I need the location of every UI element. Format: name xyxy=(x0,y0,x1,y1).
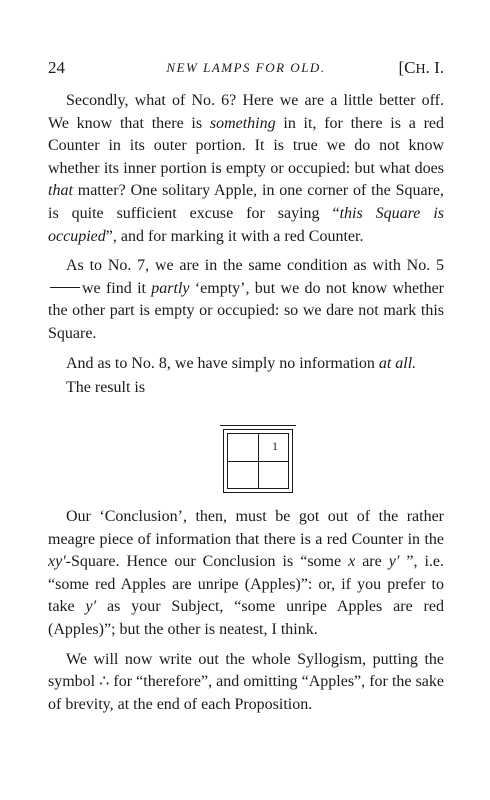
page-body xyxy=(48,90,444,400)
text-run: -Square. Hence our Conclusion is “some xyxy=(65,553,349,571)
emphasis: y′ xyxy=(388,553,400,571)
running-header xyxy=(48,58,444,80)
text-run: are xyxy=(355,553,389,571)
emphasis: xy′ xyxy=(48,553,66,571)
text-run: ”, i.e. “some red Apples are unripe (Apples)”: or, if you prefer to take xyxy=(48,553,444,616)
diagram-counter: 1 xyxy=(272,439,278,453)
emphasis: y′ xyxy=(85,598,97,616)
emphasis: something xyxy=(209,114,276,132)
diagram-horizontal-divider xyxy=(228,461,288,462)
paragraph-no8 xyxy=(48,353,444,376)
text-run: Secondly, what of No. 6? Here we are a little better off. We know that there is xyxy=(48,92,444,132)
text-run: in it, for there is a red Counter in its outer portion. It is true we do not know whether its inner portion is empty or occupied: but what does xyxy=(48,114,445,177)
text-run: ”, and for marking it with a red Counter. xyxy=(105,227,364,245)
emphasis: that xyxy=(48,182,73,200)
em-dash xyxy=(50,287,80,288)
chapter-marker xyxy=(398,58,444,78)
square-diagram xyxy=(220,425,296,495)
page-body-lower xyxy=(48,506,444,723)
text-run: And as to No. 8, we have simply no information xyxy=(66,354,379,372)
paragraph-no6 xyxy=(48,90,444,248)
text-run: We will now write out the whole Syllogism, putting the symbol ∴ for “therefore”, and omitting “Apples”, for the sake of brevity, at the end of each Proposition. xyxy=(48,650,444,713)
text-run: ‘empty’, but we do not know whether the other part is empty or occupied: so we dare not mark this Square. xyxy=(48,279,445,342)
paragraph-no7 xyxy=(48,255,444,345)
paragraph-conclusion xyxy=(48,506,444,642)
text-run: we find it xyxy=(82,279,152,297)
text-run: as your Subject, “some unripe Apples are red (Apples)”; but the other is neatest, I think. xyxy=(48,598,444,638)
text-run: As to No. 7, we are in the same condition as with No. 5 xyxy=(66,257,444,275)
running-title: NEW LAMPS FOR OLD. xyxy=(166,60,326,75)
diagram-inner-square xyxy=(227,433,289,489)
paragraph-syllogism xyxy=(48,649,444,717)
chapter-smallcaps: H xyxy=(415,62,426,77)
emphasis: at all. xyxy=(378,354,417,372)
text-run: matter? One solitary Apple, in one corner of the Square, is quite sufficient excuse for saying “ xyxy=(48,182,444,222)
diagram-outer-square xyxy=(223,429,293,493)
page-number: 24 xyxy=(48,58,65,77)
chapter-number: . I. xyxy=(425,58,444,77)
emphasis: this Square is occupied xyxy=(48,204,445,245)
text-run: Our ‘Conclusion’, then, must be got out of the rather meagre piece of information that there is a red Counter in the xyxy=(48,508,444,548)
emphasis: partly xyxy=(151,279,190,297)
emphasis: x xyxy=(348,553,356,571)
text-run: The result is xyxy=(66,379,146,397)
chapter-open: [C xyxy=(398,58,416,77)
diagram-top-rule xyxy=(220,425,296,426)
paragraph-result xyxy=(48,377,444,400)
